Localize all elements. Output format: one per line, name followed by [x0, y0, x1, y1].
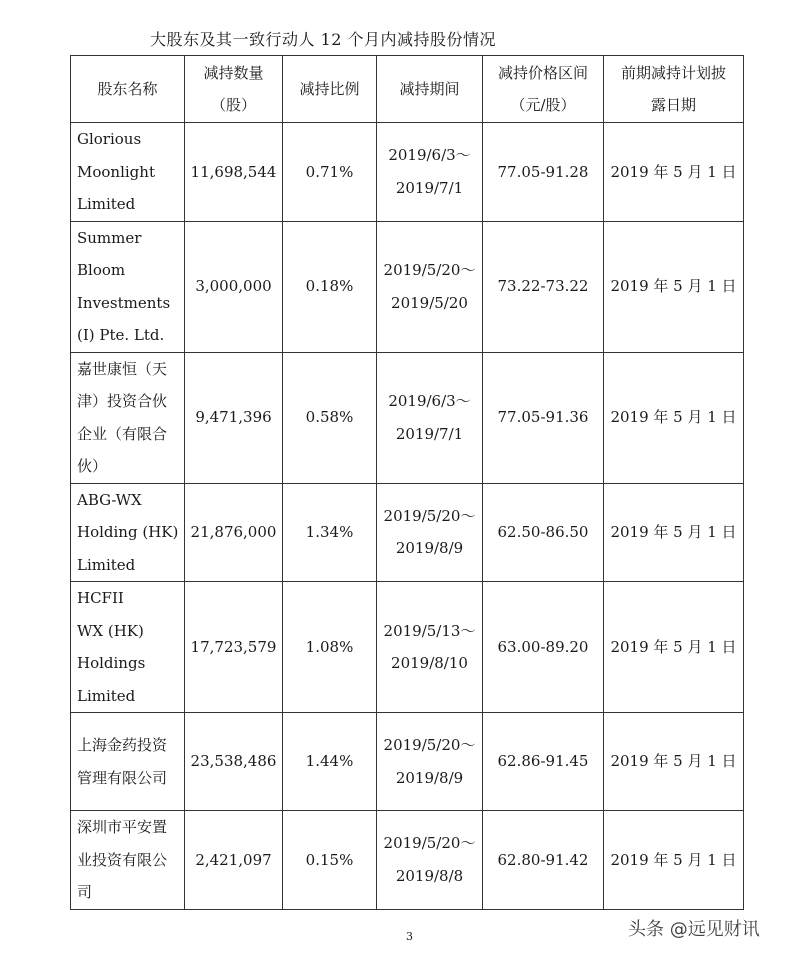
period-end: 2019/8/9	[395, 539, 464, 558]
period-cell	[377, 483, 483, 582]
period-cell	[377, 123, 483, 222]
header-quantity-line1: 减持数量	[203, 63, 264, 82]
header-disclosure-date	[604, 56, 744, 123]
table-header-row	[71, 56, 744, 123]
ratio-cell: 1.34%	[283, 483, 377, 582]
header-reduction-ratio: 减持比例	[283, 56, 377, 123]
disclosure-date-cell: 2019 年 5 月 1 日	[604, 221, 744, 352]
shareholder-name-cell	[71, 811, 185, 910]
ratio-cell: 0.58%	[283, 352, 377, 483]
header-disclosure-line2: 露日期	[650, 96, 696, 114]
quantity-cell: 3,000,000	[185, 221, 283, 352]
quantity-cell: 21,876,000	[185, 483, 283, 582]
shareholder-name-cell	[71, 582, 185, 713]
ratio-cell: 0.18%	[283, 221, 377, 352]
disclosure-date-cell: 2019 年 5 月 1 日	[604, 582, 744, 713]
period-start: 2019/5/20～	[383, 261, 476, 279]
header-disclosure-line1: 前期减持计划披	[620, 63, 726, 82]
price-range-cell: 62.80-91.42	[483, 811, 604, 910]
table-row	[71, 713, 744, 811]
table-row	[71, 123, 744, 222]
shareholder-name: 深圳市平安置业投资有限公司	[77, 818, 168, 901]
disclosure-date-cell: 2019 年 5 月 1 日	[604, 123, 744, 222]
table-row	[71, 352, 744, 483]
period-cell	[377, 811, 483, 910]
ratio-cell: 0.15%	[283, 811, 377, 910]
period-start: 2019/5/20～	[383, 736, 476, 754]
period-cell	[377, 582, 483, 713]
period-cell	[377, 713, 483, 811]
shareholder-name-cell	[71, 123, 185, 222]
table-row	[71, 221, 744, 352]
period-end: 2019/8/10	[391, 654, 468, 672]
quantity-cell: 17,723,579	[185, 582, 283, 713]
shareholder-name: 上海金药投资管理有限公司	[77, 736, 168, 787]
price-range-cell: 63.00-89.20	[483, 582, 604, 713]
ratio-cell: 0.71%	[283, 123, 377, 222]
page-number: 3	[406, 930, 413, 943]
table-row	[71, 811, 744, 910]
shareholder-name-cell	[71, 713, 185, 811]
quantity-cell: 23,538,486	[185, 713, 283, 811]
price-range-cell: 73.22-73.22	[483, 221, 604, 352]
period-end: 2019/8/9	[395, 768, 464, 787]
share-reduction-table	[70, 55, 744, 910]
header-shareholder-name: 股东名称	[71, 56, 185, 123]
period-end: 2019/8/8	[395, 866, 464, 885]
shareholder-name: 嘉世康恒（天津）投资合伙企业（有限合伙）	[77, 359, 168, 475]
shareholder-name: HCFII WX (HK) Holdings Limited	[77, 589, 146, 705]
period-start: 2019/6/3～	[388, 392, 471, 410]
shareholder-name: Glorious Moonlight Limited	[77, 130, 155, 213]
table-row	[71, 483, 744, 582]
price-range-cell: 62.50-86.50	[483, 483, 604, 582]
quantity-cell: 9,471,396	[185, 352, 283, 483]
disclosure-date-cell: 2019 年 5 月 1 日	[604, 483, 744, 582]
header-price-line1: 减持价格区间	[497, 63, 588, 82]
header-reduction-quantity	[185, 56, 283, 123]
shareholder-name: ABG-WX Holding (HK) Limited	[77, 490, 179, 574]
document-title: 大股东及其一致行动人 12 个月内减持股份情况	[150, 30, 497, 49]
ratio-cell: 1.44%	[283, 713, 377, 811]
price-range-cell: 77.05-91.36	[483, 352, 604, 483]
ratio-cell: 1.08%	[283, 582, 377, 713]
header-quantity-line2: （股）	[210, 96, 256, 114]
shareholder-name-cell	[71, 352, 185, 483]
period-end: 2019/7/1	[395, 424, 464, 443]
period-cell	[377, 352, 483, 483]
shareholder-name-cell	[71, 483, 185, 582]
shareholder-name-cell	[71, 221, 185, 352]
price-range-cell: 62.86-91.45	[483, 713, 604, 811]
header-price-range	[483, 56, 604, 123]
period-start: 2019/5/20～	[383, 506, 476, 525]
header-price-line2: （元/股）	[510, 96, 576, 114]
disclosure-date-cell: 2019 年 5 月 1 日	[604, 811, 744, 910]
period-end: 2019/7/1	[395, 178, 464, 197]
watermark: 头条 @远见财讯	[628, 919, 760, 940]
period-start: 2019/5/20～	[383, 834, 476, 853]
shareholder-name: Summer Bloom Investments (I) Pte. Ltd.	[77, 228, 171, 344]
period-start: 2019/6/3～	[388, 146, 471, 165]
quantity-cell: 2,421,097	[185, 811, 283, 910]
period-start: 2019/5/13～	[383, 621, 476, 640]
table-row	[71, 582, 744, 713]
disclosure-date-cell: 2019 年 5 月 1 日	[604, 352, 744, 483]
price-range-cell: 77.05-91.28	[483, 123, 604, 222]
period-cell	[377, 221, 483, 352]
header-reduction-period: 减持期间	[377, 56, 483, 123]
quantity-cell: 11,698,544	[185, 123, 283, 222]
disclosure-date-cell: 2019 年 5 月 1 日	[604, 713, 744, 811]
period-end: 2019/5/20	[391, 293, 468, 312]
